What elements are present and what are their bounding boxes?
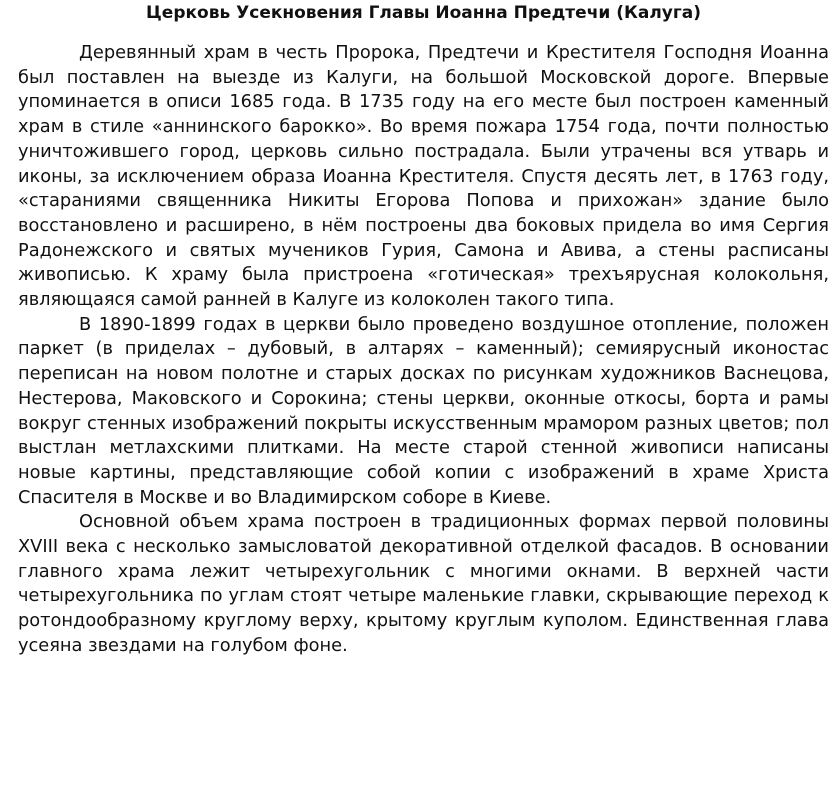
- paragraph-history: Деревянный храм в честь Пророка, Предтечи и Крестителя Господня Иоанна был поставлен на выезде из Калуги, на большой Московской дороге. Впервые упоминается в описи 1685 года. В 1735 году на его месте был построен каменный храм в стиле «аннинского барокко». Во время пожара 1754 года, почти полностью уничтожившего город, церковь сильно пострадала. Были утрачены вся утварь и иконы, за исключением образа Иоанна Крестителя. Спустя десять лет, в 1763 году, «стараниями священника Никиты Егорова Попова и прихожан» здание было восстановлено и расширено, в нём построены два боковых придела во имя Сергия Радонежского и святых мучеников Гурия, Самона и Авива, а стены расписаны живописью. К храму была пристроена «готическая» трехъярусная колокольня, являющаяся самой ранней в Калуге из колоколен такого типа.: [18, 42, 829, 311]
- paragraph-renovation: В 1890-1899 годах в церкви было проведено воздушное отопление, положен паркет (в приделах – дубовый, в алтарях – каменный); семиярусный иконостас переписан на новом полотне и старых досках по рисункам художников Васнецова, Нестерова, Маковского и Сорокина; стены церкви, оконные откосы, борта и рамы вокруг стенных изображений покрыты искусственным мрамором разных цветов; пол выстлан метлахскими плитками. На месте старой стенной живописи написаны новые картины, представляющие собой копии с изображений в храме Христа Спасителя в Москве и во Владимирском соборе в Киеве.: [18, 313, 829, 508]
- page-title: Церковь Усекновения Главы Иоанна Предтечи (Калуга): [146, 3, 701, 23]
- paragraph-architecture: Основной объем храма построен в традиционных формах первой половины XVIII века с несколько замысловатой декоративной отделкой фасадов. В основании главного храма лежит четырехугольник с многими окнами. В верхней части четырехугольника по углам стоят четыре маленькие главки, скрывающие переход к ротондообразному круглому верху, крытому круглым куполом. Единственная глава усеяна звездами на голубом фоне.: [18, 511, 829, 656]
